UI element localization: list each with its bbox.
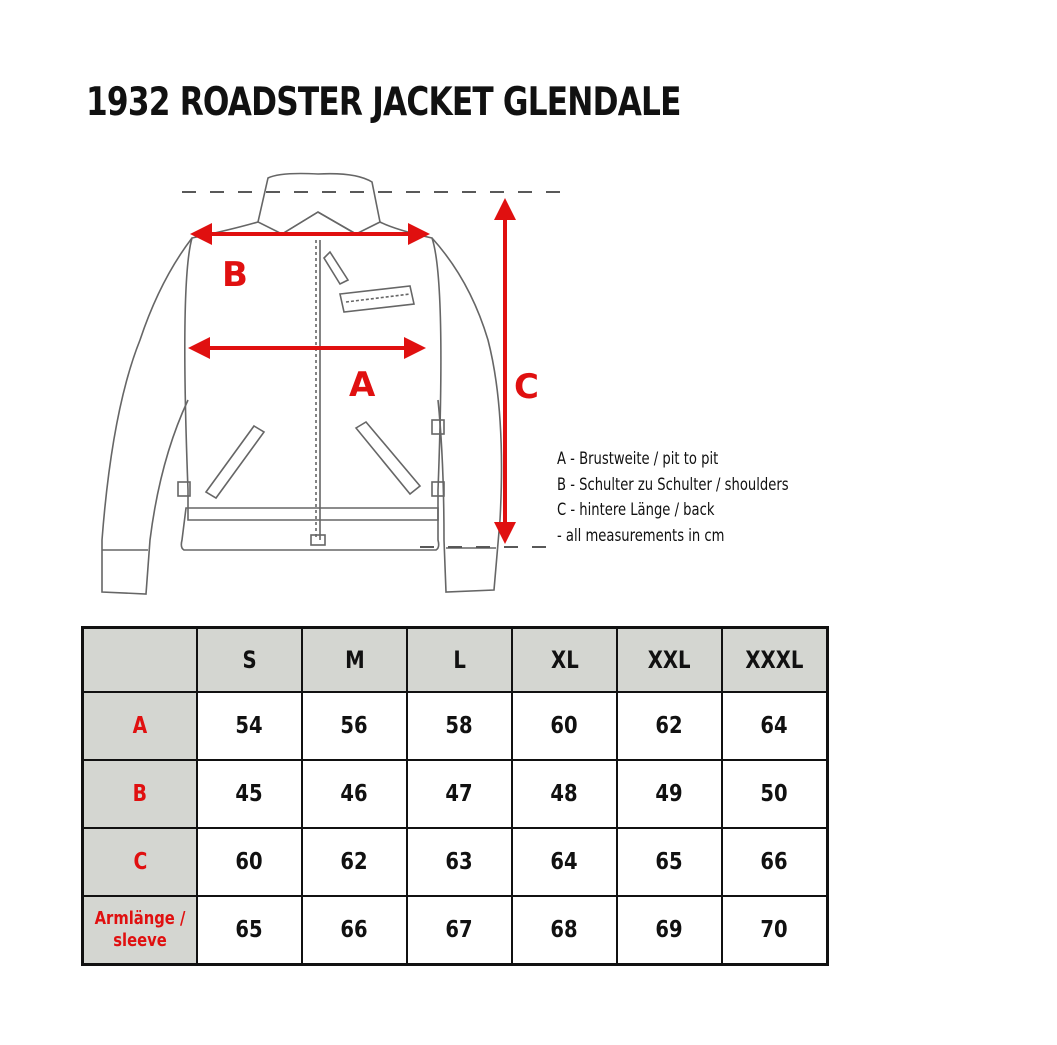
table-cell: 62: [617, 692, 722, 760]
table-cell: 70: [722, 896, 828, 965]
row-label-a: A: [83, 692, 198, 760]
table-cell: 67: [407, 896, 512, 965]
table-cell: 62: [302, 828, 407, 896]
table-cell: 65: [197, 896, 302, 965]
table-row: [83, 896, 828, 965]
legend-item-units: - all measurements in cm: [557, 525, 725, 546]
table-cell: 60: [512, 692, 617, 760]
arrow-c-head-top: [494, 198, 516, 220]
table-cell: 63: [407, 828, 512, 896]
legend-item-c: C - hintere Länge / back: [557, 500, 715, 520]
arrow-a-head-left: [188, 337, 210, 359]
row-label-b: B: [83, 760, 198, 828]
size-header-xxl: XXL: [617, 628, 722, 693]
table-row: [83, 760, 828, 828]
arrow-a-head-right: [404, 337, 426, 359]
arrow-b-head-left: [190, 223, 212, 245]
arrow-c-head-bottom: [494, 522, 516, 544]
label-c: C: [514, 367, 539, 407]
table-cell: 66: [302, 896, 407, 965]
label-b: B: [222, 255, 248, 295]
table-cell: 68: [512, 896, 617, 965]
label-a: A: [349, 365, 376, 405]
size-header-s: S: [197, 628, 302, 693]
size-header-l: L: [407, 628, 512, 693]
page-title: 1932 ROADSTER JACKET GLENDALE: [86, 80, 681, 125]
table-cell: 69: [617, 896, 722, 965]
table-cell: 54: [197, 692, 302, 760]
size-header-xxxl: XXXL: [722, 628, 828, 693]
table-cell: 49: [617, 760, 722, 828]
size-header-m: M: [302, 628, 407, 693]
table-row: [83, 692, 828, 760]
size-header-row: [83, 628, 828, 693]
table-cell: 60: [197, 828, 302, 896]
row-label-c: C: [83, 828, 198, 896]
table-cell: 66: [722, 828, 828, 896]
measurement-legend: [557, 447, 789, 549]
legend-item-b: B - Schulter zu Schulter / shoulders: [557, 474, 789, 495]
table-row: [83, 828, 828, 896]
measurement-labels: [222, 255, 539, 407]
size-header-xl: XL: [512, 628, 617, 693]
table-cell: 64: [512, 828, 617, 896]
table-cell: 58: [407, 692, 512, 760]
table-cell: 46: [302, 760, 407, 828]
table-cell: 50: [722, 760, 828, 828]
table-cell: 45: [197, 760, 302, 828]
size-table: [81, 626, 829, 966]
legend-item-a: A - Brustweite / pit to pit: [557, 449, 719, 469]
arrow-b-head-right: [408, 223, 430, 245]
table-cell: 65: [617, 828, 722, 896]
jacket-sketch: [102, 174, 502, 595]
table-cell: 56: [302, 692, 407, 760]
table-cell: 48: [512, 760, 617, 828]
header-corner: [83, 628, 198, 693]
table-cell: 47: [407, 760, 512, 828]
table-cell: 64: [722, 692, 828, 760]
jacket-diagram: [0, 160, 600, 610]
row-label-sleeve: Armlänge / sleeve: [83, 896, 198, 965]
